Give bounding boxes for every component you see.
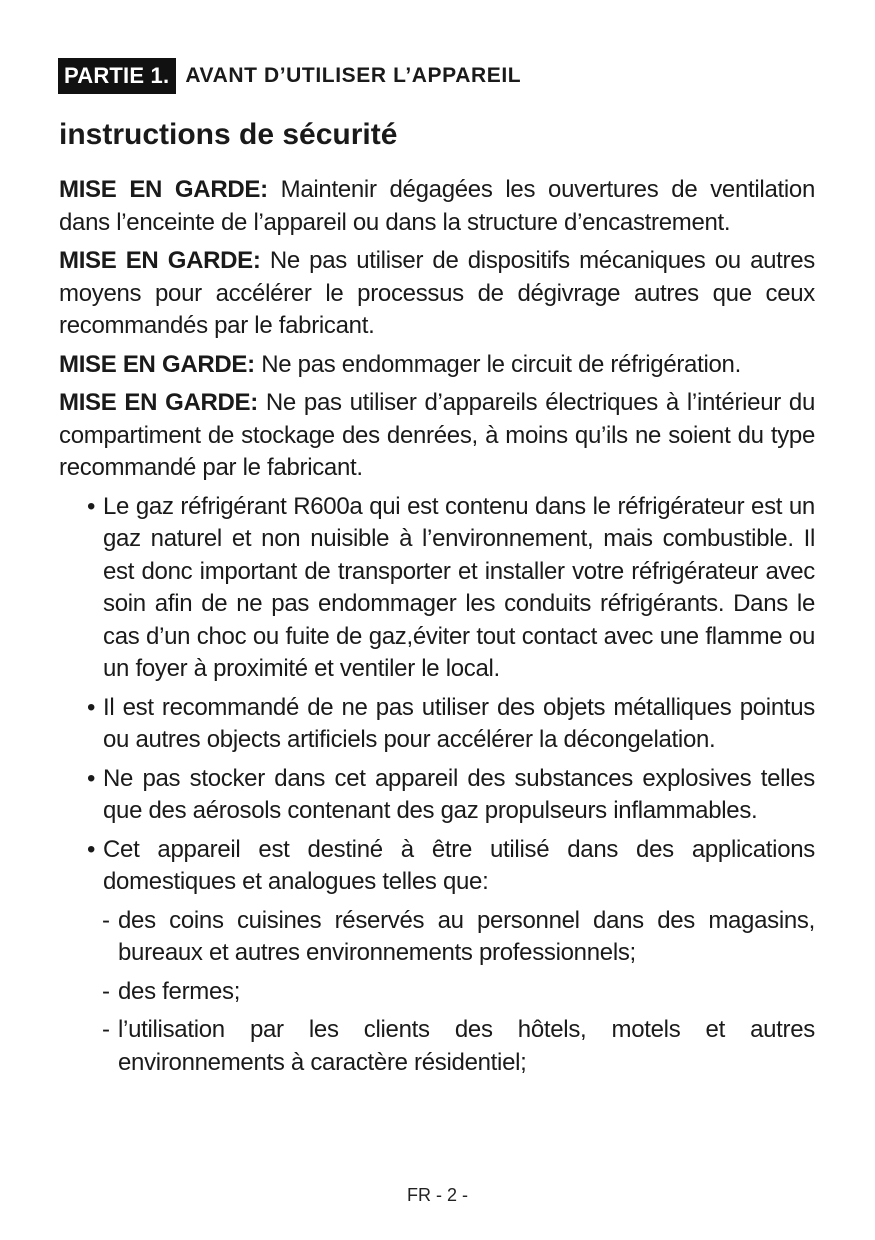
sub-item-text: des fermes; — [118, 977, 241, 1005]
part-label: PARTIE 1. — [58, 58, 176, 94]
bullet-mark: • — [87, 764, 96, 792]
bullet-text: Cet appareil est destiné à être utilisé dans des applications domestiques et analogues telles que: — [103, 835, 815, 895]
warning-paragraph — [59, 387, 815, 485]
dash-mark: - — [102, 977, 110, 1005]
bullet-item — [59, 491, 815, 686]
warning-text: Ne pas endommager le circuit de réfrigération. — [254, 350, 741, 378]
sub-item — [59, 1014, 815, 1079]
bullet-mark: • — [87, 492, 96, 520]
sub-item-text: l’utilisation par les clients des hôtels, motels et autres environnements à caractère résidentiel; — [118, 1016, 815, 1076]
part-title: AVANT D’UTILISER L’APPAREIL — [185, 64, 522, 87]
part-header — [58, 58, 521, 94]
page-number: FR - 2 - — [407, 1185, 468, 1205]
dash-mark: - — [102, 1016, 110, 1043]
warning-label: MISE EN GARDE: — [59, 176, 268, 203]
sub-item — [59, 976, 815, 1009]
bullet-text: Il est recommandé de ne pas utiliser des objets métalliques pointus ou autres objects artificiels pour accélérer la décongelation. — [103, 693, 815, 753]
sub-item — [59, 905, 815, 970]
bullet-item — [59, 763, 815, 828]
bullet-mark: • — [87, 835, 96, 863]
warning-label: MISE EN GARDE: — [59, 350, 255, 378]
bullet-mark: • — [87, 693, 96, 721]
dash-mark: - — [102, 906, 110, 934]
warning-text: Maintenir dégagées les ouvertures de ventilation dans l’enceinte de l’appareil ou dans la structure d’encastrement. — [59, 176, 815, 236]
warning-label: MISE EN GARDE: — [59, 247, 261, 274]
bullet-item — [59, 692, 815, 757]
warning-paragraph — [59, 349, 815, 382]
warning-label: MISE EN GARDE: — [59, 389, 258, 416]
warning-text: Ne pas utiliser de dispositifs mécaniques ou autres moyens pour accélérer le processus de dégivrage autres que ceux recommandés par le fabricant. — [59, 247, 815, 339]
bullet-text: Le gaz réfrigérant R600a qui est contenu dans le réfrigérateur est un gaz naturel et non nuisible à l’environnement, mais combustible. Il est donc important de transporter et installer votre réfrigérateur avec soin afin de ne pas endommager les conduits réfrigérants. Dans le cas d’un choc ou fuite de gaz,éviter tout contact avec une flamme ou un foyer à proximité et ventiler le local. — [103, 492, 815, 682]
safety-content — [59, 174, 815, 1085]
bullet-text: Ne pas stocker dans cet appareil des substances explosives telles que des aérosols contenant des gaz propulseurs inflammables. — [103, 764, 815, 824]
warning-paragraph — [59, 245, 815, 343]
warning-paragraph — [59, 174, 815, 239]
bullet-item — [59, 834, 815, 899]
sub-item-text: des coins cuisines réservés au personnel dans des magasins, bureaux et autres environnements professionnels; — [118, 906, 815, 966]
warning-text: Ne pas utiliser d’appareils électriques à l’intérieur du compartiment de stockage des denrées, à moins qu’ils ne soient du type recommandé par le fabricant. — [59, 389, 815, 481]
section-title: instructions de sécurité — [59, 118, 398, 151]
